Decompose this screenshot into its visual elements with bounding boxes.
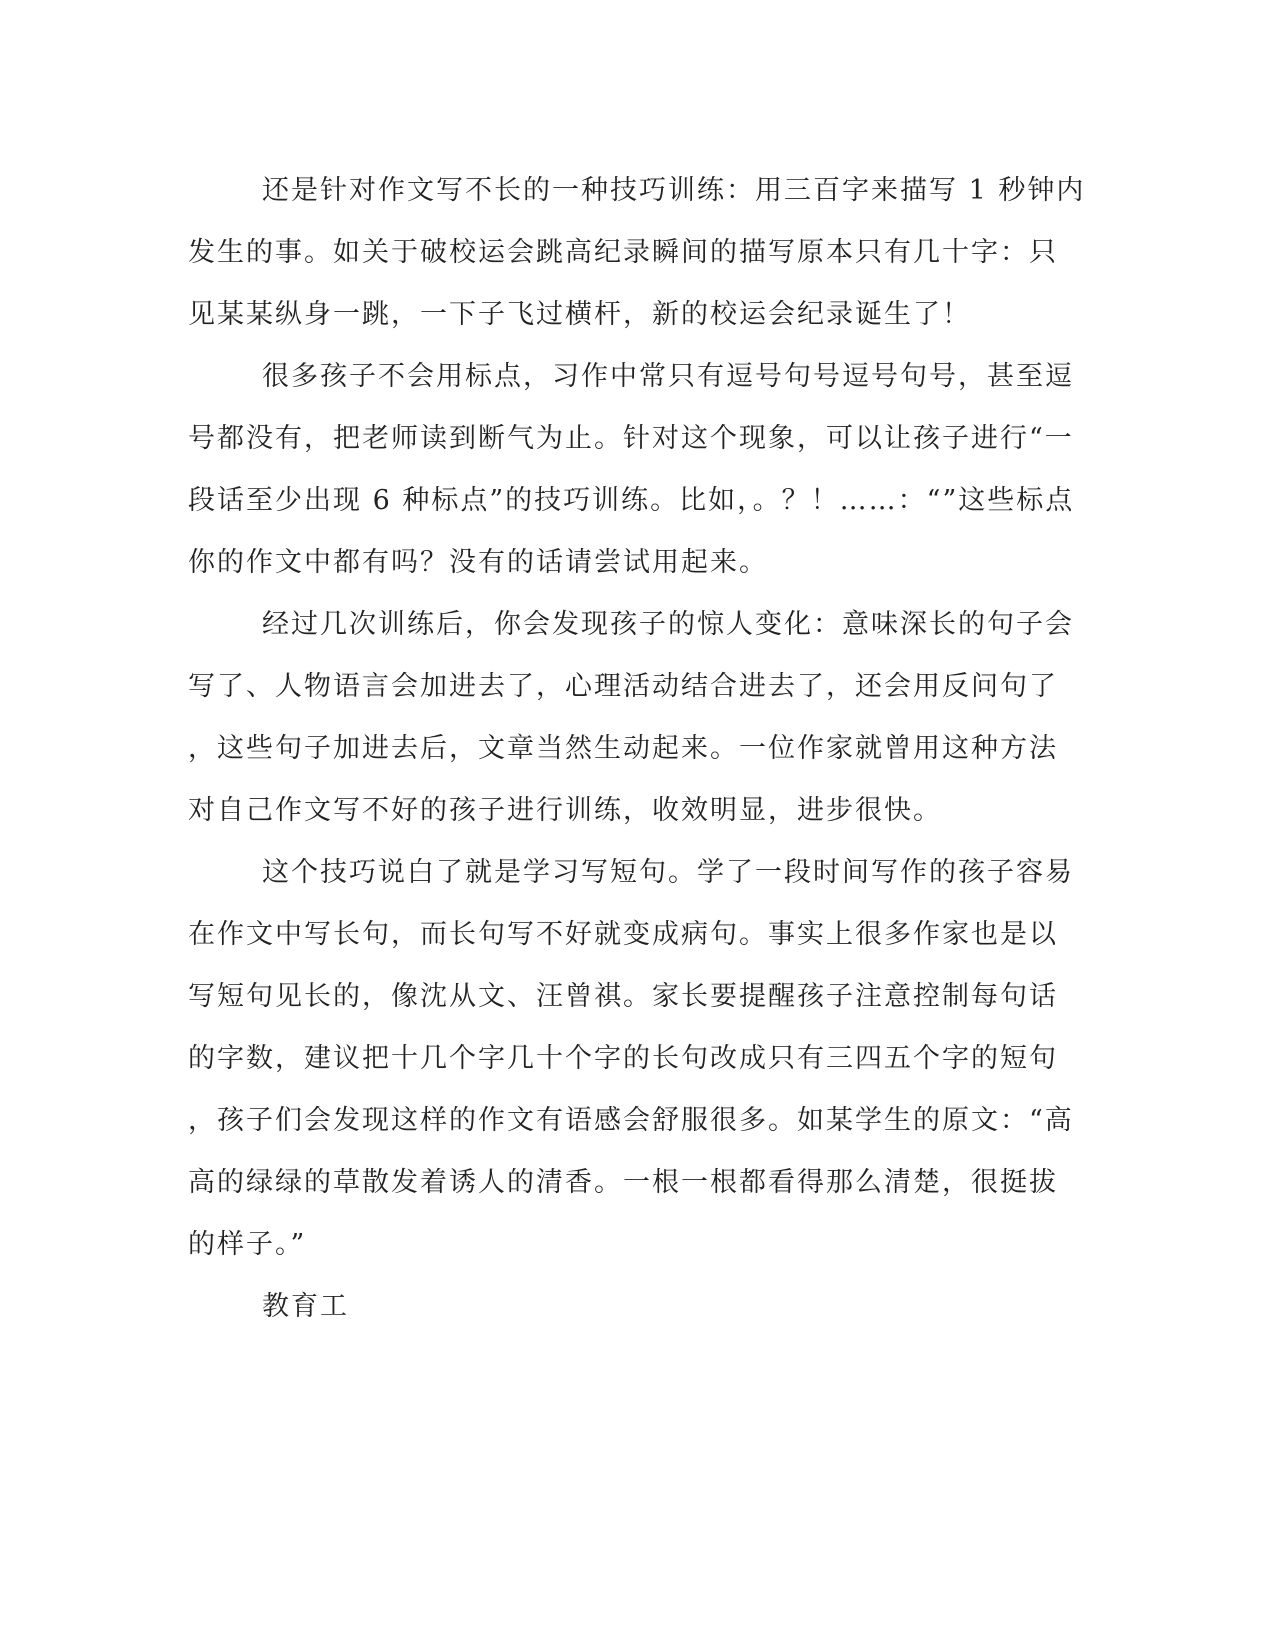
text-line: 号都没有，把老师读到断气为止。针对这个现象，可以让孩子进行“一 [188, 423, 1074, 454]
text-line: 的样子。” [188, 1229, 307, 1260]
text-line: 发生的事。如关于破校运会跳高纪录瞬间的描写原本只有几十字：只 [188, 237, 1058, 268]
text-line: 高的绿绿的草散发着诱人的清香。一根一根都看得那么清楚，很挺拔 [188, 1167, 1058, 1198]
text-line: 写短句见长的，像沈从文、汪曾祺。家长要提醒孩子注意控制每句话 [188, 981, 1058, 1012]
text-line: 这个技巧说白了就是学习写短句。学了一段时间写作的孩子容易 [262, 857, 1074, 888]
body-text [188, 160, 1088, 1338]
text-line: 还是针对作文写不长的一种技巧训练：用三百字来描写 1 秒钟内 [262, 175, 1086, 206]
text-line: 你的作文中都有吗？没有的话请尝试用起来。 [188, 547, 768, 578]
text-line: 在作文中写长句，而长句写不好就变成病句。事实上很多作家也是以 [188, 919, 1058, 950]
text-line: 对自己作文写不好的孩子进行训练，收效明显，进步很快。 [188, 795, 942, 826]
text-line: 经过几次训练后，你会发现孩子的惊人变化：意味深长的句子会 [262, 609, 1074, 640]
text-line: 见某某纵身一跳，一下子飞过横杆，新的校运会纪录诞生了！ [188, 299, 971, 330]
text-line: ，这些句子加进去后，文章当然生动起来。一位作家就曾用这种方法 [188, 733, 1058, 764]
text-line: 段话至少出现 6 种标点”的技巧训练。比如，。？！……：“”这些标点 [188, 485, 1075, 516]
text-line: ，孩子们会发现这样的作文有语感会舒服很多。如某学生的原文：“高 [188, 1105, 1074, 1136]
text-line: 的字数，建议把十几个字几十个字的长句改成只有三四五个字的短句 [188, 1043, 1058, 1074]
text-line: 很多孩子不会用标点，习作中常只有逗号句号逗号句号，甚至逗 [262, 361, 1074, 392]
text-line: 教育工 [262, 1291, 349, 1322]
text-line: 写了、人物语言会加进去了，心理活动结合进去了，还会用反问句了 [188, 671, 1058, 702]
